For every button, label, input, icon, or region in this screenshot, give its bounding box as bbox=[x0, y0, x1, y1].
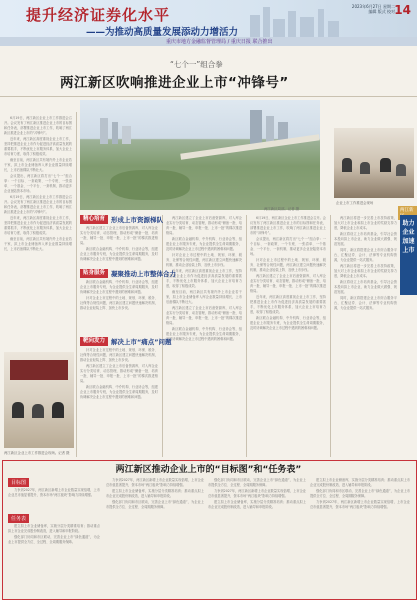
panel-column bbox=[8, 524, 100, 594]
banner-subtitle: ——为推动高质量发展添动力增活力 bbox=[86, 27, 239, 38]
section-paragraph: 针对企业上市过程中的土地、规划、环保、税务、社保等合规性问题，两江新区建立问题快速解决机制，推动企业轻装上阵、加快上市步伐。 bbox=[166, 253, 242, 267]
lead-paragraph: 近年来，两江新区高度重视企业上市工作，坚持把推进企业上市作为促进经济高质量发展的重要抓手，不断优化上市服务体系，加大企业上市培育力度，取得了积极成效。 bbox=[4, 137, 72, 156]
right-paragraph: 新区将设立上市培育基金，引导社会资本投向拟上市企业，助力企业做大做强、规范发展。 bbox=[334, 232, 397, 246]
aerial-city-photo bbox=[80, 100, 320, 210]
lead-paragraph: 截至目前，两江新区共有境内外上市企业若干家，拟上市企业储备库入库企业数量持续增长，上市后备梯队不断壮大。 bbox=[4, 237, 72, 251]
section-paragraph: 两江新区建立了企业上市后备资源库，对入库企业实行分类培育、动态管理，推动形成“储备一批、培育一批、辅导一批、申报一批、上市一批”的梯次推进格局。 bbox=[80, 226, 158, 245]
section-paragraph: 针对企业上市过程中的土地、规划、环保、税务、社保等合规性问题，两江新区建立问题快速解决机制，推动企业轻装上阵、加快上市步伐。 bbox=[250, 258, 326, 272]
panel-paragraph: 力争到2027年，两江新区新增上市企业数量实现倍增，上市企业总市值显著提升，资本市场“两江板块”影响力持续增强。 bbox=[208, 489, 306, 498]
text-column bbox=[250, 216, 326, 456]
panel-column bbox=[208, 478, 306, 594]
header-rule bbox=[0, 96, 417, 97]
text-column bbox=[166, 216, 242, 456]
photo-caption: 两江新区局部。记者 摄 bbox=[264, 207, 299, 211]
panel-column bbox=[310, 478, 410, 594]
side-label: 两江新 bbox=[398, 206, 417, 220]
photo-caption: 企业上市工作推进会现场 bbox=[336, 201, 374, 205]
section-body bbox=[80, 348, 158, 456]
panel-tag: 目标图 bbox=[8, 478, 29, 487]
section-paragraph: 截至目前，两江新区共有境内外上市企业若干家，拟上市企业储备库入库企业数量持续增长，上市后备梯队不断壮大。 bbox=[166, 290, 242, 304]
section-paragraph: 两江新区建立了企业上市后备资源库，对入库企业实行分类培育、动态管理，推动形成“储备一批、培育一批、辅导一批、申报一批、上市一批”的梯次推进格局。 bbox=[250, 274, 326, 293]
panel-paragraph: 建立拟上市企业储备库，实施分层分类精准培育；推动重点拟上市企业完成股份制改造，进入辅导和申报阶段。 bbox=[310, 478, 410, 487]
section-tag: 精心培育 bbox=[80, 215, 108, 224]
section-tag: 贴身服务 bbox=[80, 269, 108, 278]
panel-paragraph: 力争到2027年，两江新区新增上市企业数量实现倍增，上市企业总市值显著提升，资本市场“两江板块”影响力持续增强。 bbox=[106, 478, 204, 487]
panel-paragraph: 建立拟上市企业储备库，实施分层分类精准培育；推动重点拟上市企业完成股份制改造，进入辅导和申报阶段。 bbox=[8, 524, 100, 533]
editor-line: 编辑 版式 校对 bbox=[368, 9, 395, 14]
section-paragraph: 新区联合金融机构、中介机构、行业协会等，组建企业上市服务专班，为企业提供全生命周期服务，及时协调解决企业上市过程中遇到的困难和问题。 bbox=[166, 327, 242, 341]
column-rule bbox=[246, 215, 247, 457]
issue-date bbox=[352, 4, 395, 14]
section-paragraph: 两江新区建立了企业上市后备资源库，对入库企业实行分类培育、动态管理，推动形成“储备一批、培育一批、辅导一批、申报一批、上市一批”的梯次推进格局。 bbox=[80, 364, 158, 383]
panel-paragraph: 强化部门协同和市区联动，完善企业上市“绿色通道”，为企业上市提供全方位、全过程、全周期服务保障。 bbox=[8, 535, 100, 544]
photo-caption: 两江新区企业上市工作推进会现场。记者 摄 bbox=[4, 451, 70, 455]
section-label bbox=[80, 214, 163, 224]
section-paragraph: 新区联合金融机构、中介机构、行业协会等，组建企业上市服务专班，为企业提供全生命周期服务，及时协调解决企业上市过程中遇到的困难和问题。 bbox=[80, 280, 158, 294]
right-paragraph: 两江新区将进一步完善上市扶持政策，加大对上市企业和拟上市企业的奖励支持力度，降低企业上市成本。 bbox=[334, 216, 397, 230]
section-heading: 凝聚推动上市整体合力 bbox=[111, 269, 177, 278]
panel-paragraph: 强化部门协同和市区联动，完善企业上市“绿色通道”，为企业上市提供全方位、全过程、全周期服务保障。 bbox=[310, 489, 410, 498]
banner-title: 提升经济证券化水平 bbox=[26, 6, 171, 24]
section-paragraph: 针对企业上市过程中的土地、规划、环保、税务、社保等合规性问题，两江新区建立问题快速解决机制，推动企业轻装上阵、加快上市步伐。 bbox=[80, 348, 158, 362]
section-heading: 形成上市资源梯队 bbox=[111, 215, 164, 224]
section-body bbox=[80, 226, 158, 266]
page-number: 14 bbox=[394, 3, 411, 17]
lead-paragraph: 6月19日，两江新区企业上市工作推进会召开。会议发布了两江新区推进企业上市的目标图和任务表，部署推进企业上市工作，吹响了两江新区推进企业上市的“冲锋号”。 bbox=[4, 116, 72, 135]
section-paragraph: 两江新区建立了企业上市后备资源库，对入库企业实行分类培育、动态管理，推动形成“储备一批、培育一批、辅导一批、申报一批、上市一批”的梯次推进格局。 bbox=[166, 216, 242, 235]
lead-paragraph: 会议提出，两江新区将打出“七个一”组合拳：一个目标、一套政策、一个专班、一张清单、一个基金、一个平台、一套机制，推动更多企业登陆资本市场。 bbox=[4, 174, 72, 193]
panel-paragraph: 力争到2027年，两江新区新增上市企业数量实现倍增，上市企业总市值显著提升，资本市场“两江板块”影响力持续增强。 bbox=[310, 500, 410, 509]
panel-paragraph: 强化部门协同和市区联动，完善企业上市“绿色通道”，为企业上市提供全方位、全过程、全周期服务保障。 bbox=[208, 478, 306, 487]
section-heading: 解决上市“痛点”问题 bbox=[111, 337, 172, 346]
article-kicker: “七个一”组合拳 bbox=[170, 60, 223, 69]
section-paragraph: 会议提出，两江新区将打出“七个一”组合拳：一个目标、一套政策、一个专班、一张清单、一个基金、一个平台、一套机制，推动更多企业登陆资本市场。 bbox=[250, 237, 326, 256]
right-text-column bbox=[334, 216, 397, 456]
section-label bbox=[80, 268, 176, 278]
lead-column bbox=[4, 116, 72, 348]
section-paragraph: 新区联合金融机构、中介机构、行业协会等，组建企业上市服务专班，为企业提供全生命周期服务，及时协调解决企业上市过程中遇到的困难和问题。 bbox=[250, 316, 326, 330]
lead-paragraph: 截至目前，两江新区共有境内外上市企业若干家，拟上市企业储备库入库企业数量持续增长，上市后备梯队不断壮大。 bbox=[4, 158, 72, 172]
panel-column bbox=[8, 488, 100, 512]
section-paragraph: 近年来，两江新区高度重视企业上市工作，坚持把推进企业上市作为促进经济高质量发展的重要抓手，不断优化上市服务体系，加大企业上市培育力度，取得了积极成效。 bbox=[166, 269, 242, 288]
panel-paragraph: 强化部门协同和市区联动，完善企业上市“绿色通道”，为企业上市提供全方位、全过程、全周期服务保障。 bbox=[106, 500, 204, 509]
panel-tag: 任务表 bbox=[8, 514, 29, 523]
panel-paragraph: 建立拟上市企业储备库，实施分层分类精准培育；推动重点拟上市企业完成股份制改造，进入辅导和申报阶段。 bbox=[208, 500, 306, 509]
meeting-photo bbox=[334, 128, 414, 198]
section-paragraph: 新区联合金融机构、中介机构、行业协会等，组建企业上市服务专班，为企业提供全生命周期服务，及时协调解决企业上市过程中遇到的困难和问题。 bbox=[80, 385, 158, 399]
article-headline: 两江新区吹响推进企业上市“冲锋号” bbox=[60, 75, 289, 91]
conference-photo bbox=[4, 352, 74, 448]
section-paragraph: 新区联合金融机构、中介机构、行业协会等，组建企业上市服务专班，为企业提供全生命周期服务，及时协调解决企业上市过程中遇到的困难和问题。 bbox=[166, 237, 242, 251]
section-paragraph: 新区联合金融机构、中介机构、行业协会等，组建企业上市服务专班，为企业提供全生命周期服务，及时协调解决企业上市过程中遇到的困难和问题。 bbox=[80, 247, 158, 261]
section-paragraph: 近年来，两江新区高度重视企业上市工作，坚持把推进企业上市作为促进经济高质量发展的重要抓手，不断优化上市服务体系，加大企业上市培育力度，取得了积极成效。 bbox=[250, 295, 326, 314]
right-paragraph: 同时，新区将搭建企业上市综合服务平台，汇聚证券、会计、法律等专业机构资源，为企业提供一站式服务。 bbox=[334, 296, 397, 310]
column-rule bbox=[330, 215, 331, 457]
banner-strip-text: 重庆市地方金融监督管理局 / 重庆日报 联合推出 bbox=[166, 39, 273, 45]
side-title: 助力企业加速上市 bbox=[402, 220, 415, 254]
right-paragraph: 同时，新区将搭建企业上市综合服务平台，汇聚证券、会计、法律等专业机构资源，为企业提供一站式服务。 bbox=[334, 248, 397, 262]
section-paragraph: 6月19日，两江新区企业上市工作推进会召开。会议发布了两江新区推进企业上市的目标图和任务表，部署推进企业上市工作，吹响了两江新区推进企业上市的“冲锋号”。 bbox=[250, 216, 326, 235]
right-paragraph: 两江新区将进一步完善上市扶持政策，加大对上市企业和拟上市企业的奖励支持力度，降低企业上市成本。 bbox=[334, 264, 397, 278]
section-paragraph: 针对企业上市过程中的土地、规划、环保、税务、社保等合规性问题，两江新区建立问题快速解决机制，推动企业轻装上阵、加快上市步伐。 bbox=[80, 296, 158, 310]
section-tag: 靶向发力 bbox=[80, 337, 108, 346]
lead-paragraph: 6月19日，两江新区企业上市工作推进会召开。会议发布了两江新区推进企业上市的目标图和任务表，部署推进企业上市工作，吹响了两江新区推进企业上市的“冲锋号”。 bbox=[4, 195, 72, 214]
bottom-panel-title: 两江新区推动企业上市的“目标图”和“任务表” bbox=[115, 465, 302, 475]
section-paragraph: 两江新区建立了企业上市后备资源库，对入库企业实行分类培育、动态管理，推动形成“储备一批、培育一批、辅导一批、申报一批、上市一批”的梯次推进格局。 bbox=[166, 306, 242, 325]
right-paragraph: 新区将设立上市培育基金，引导社会资本投向拟上市企业，助力企业做大做强、规范发展。 bbox=[334, 280, 397, 294]
lead-paragraph: 近年来，两江新区高度重视企业上市工作，坚持把推进企业上市作为促进经济高质量发展的重要抓手，不断优化上市服务体系，加大企业上市培育力度，取得了积极成效。 bbox=[4, 216, 72, 235]
panel-column bbox=[106, 478, 204, 594]
panel-paragraph: 建立拟上市企业储备库，实施分层分类精准培育；推动重点拟上市企业完成股份制改造，进入辅导和申报阶段。 bbox=[106, 489, 204, 498]
column-rule bbox=[76, 112, 77, 457]
date-line: 2023年6月27日 星期二 bbox=[351, 4, 395, 9]
section-label bbox=[80, 336, 172, 346]
panel-paragraph: 力争到2027年，两江新区新增上市企业数量实现倍增，上市企业总市值显著提升，资本市场“两江板块”影响力持续增强。 bbox=[8, 488, 100, 497]
section-body bbox=[80, 280, 158, 332]
